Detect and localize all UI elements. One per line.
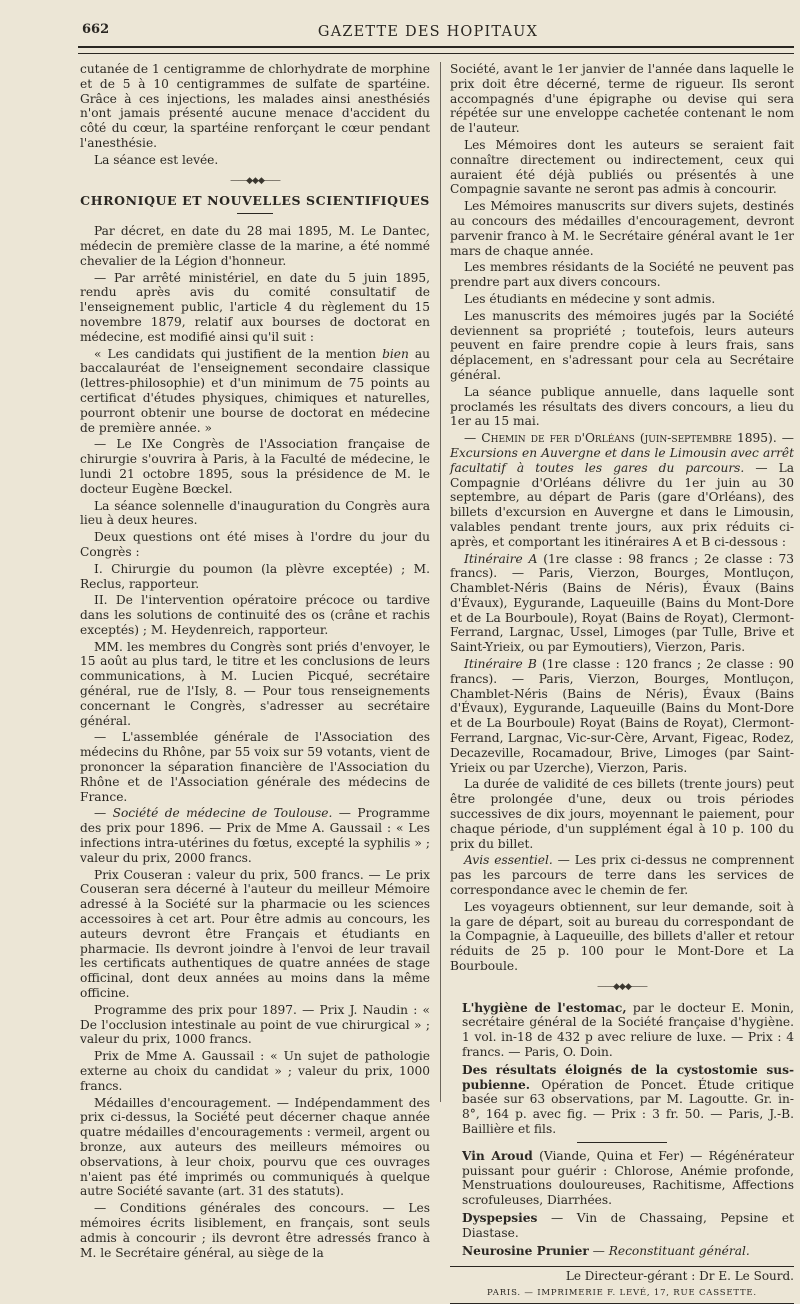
ornament-divider: ——◆◆◆—— (597, 981, 647, 992)
paragraph: Les Mémoires dont les auteurs se seraient fait connaître directement ou indirectement, ceux qui auraient été déjà publiés ou présentés à une Compagnie savante ne seront pas admis à concourir. (450, 137, 794, 197)
header-rule (78, 46, 794, 48)
page-header (78, 22, 778, 46)
text-run: (1re classe : 120 francs ; 2e classe : 90 francs). — Paris, Vierzon, Bourges, Montluçon, Chamblet-Néris (Bains de Néris), Évaux (Bains d'Évaux), Eygurande, Laqueuille (Bains du Mont-Dore et de La Bourboule) Royat (Bains de Royat), Clermont-Ferrand, Largnac, Vic-sur-Cère, Arvant, Figeac, Rodez, Decazeville, Rocamadour, Brive, Limoges (par Saint-Yrieix ou par Uzerche), Vierzon, Paris. (450, 657, 794, 775)
italic-text: Itinéraire A (464, 551, 538, 566)
text-run: — Chemin de fer d'Orléans (juin-septembre 1895). — (464, 431, 794, 446)
page-number: 662 (82, 22, 110, 37)
journal-title: GAZETTE DES HOPITAUX (317, 24, 539, 40)
paragraph: Les manuscrits des mémoires jugés par la Société deviennent sa propriété ; toutefois, leurs auteurs peuvent en faire prendre copie à leurs frais, sans déplacement, en s'adressant pour cela au Secrétaire général. (450, 308, 794, 382)
paragraph: Médailles d'encouragement. — Indépendamment des prix ci-dessus, la Société peut décerner chaque année quatre médailles d'encouragements : vermeil, argent ou bronze, aux auteurs des meilleurs mémoires ou observations, à leur choix, pourvu que ces ouvrages n'aient pas été imprimés ou communiqués à quelque autre Société savante (art. 31 des statuts). (80, 1095, 430, 1199)
text-run: — Les prix ci-dessus ne comprennent pas les parcours de terre dans les services de correspondance avec le chemin de fer. (450, 853, 794, 898)
italic-text: Excursions en Auvergne et dans le Limousin avec arrêt facultatif à toutes les gares du parcours. (450, 445, 794, 475)
ad-title: Dyspepsies (462, 1210, 538, 1225)
paragraph: Les voyageurs obtiennent, sur leur demande, soit à la gare de départ, soit au bureau du correspondant de la Compagnie, à Laqueuille, des billets d'aller et retour réduits de 25 p. 100 pour le Mont-Dore et La Bourboule. (450, 899, 794, 974)
ornament-divider: ——◆◆◆—— (230, 175, 280, 186)
left-column (80, 62, 430, 1260)
advertisement (450, 1063, 794, 1137)
paragraph: Les membres résidants de la Société ne peuvent pas prendre part aux divers concours. (450, 260, 794, 290)
paragraph: — Conditions générales des concours. — Les mémoires écrits lisiblement, en français, sont seuls admis à concourir ; ils devront être adressés franco à M. le Secrétaire général, au siège de la (80, 1201, 430, 1260)
paragraph: Les étudiants en médecine y sont admis. (464, 291, 716, 306)
ad-title: Neurosine Prunier (462, 1243, 589, 1258)
text-run: « Les candidats qui justifient de la mention (94, 346, 383, 361)
ad-title: L'hygiène de l'estomac, (462, 1000, 627, 1015)
paragraph: La durée de validité de ces billets (trente jours) peut être prolongée d'une, deux ou trois périodes successives de dix jours, moyennant le paiement, pour chaque période, d'un supplément égal à 10 p. 100 du prix du billet. (450, 777, 794, 851)
paragraph: Les Mémoires manuscrits sur divers sujets, destinés au concours des médailles d'encouragement, devront parvenir franco à M. le Secrétaire général avant le 1er mars de chaque année. (450, 199, 794, 258)
italic-text: bien (382, 346, 409, 361)
section-title: CHRONIQUE ET NOUVELLES SCIENTIFIQUES (80, 193, 430, 209)
paragraph (450, 431, 794, 549)
paragraph (450, 853, 794, 897)
paragraph: — L'assemblée générale de l'Association des médecins du Rhône, par 55 voix sur 59 votants, vient de prononcer la séparation financière de l'Association du Rhône et de l'Association générale des médecins de France. (80, 730, 430, 804)
ad-text: (Viande, Quina et Fer) — Régénérateur puissant pour guérir : Chlorose, Anémie profonde, Menstruations douloureuses, Rachitisme, Affections scrofuleuses, Diarrhées. (462, 1148, 794, 1208)
title-rule (237, 213, 273, 214)
advertisement (450, 1244, 794, 1259)
paragraph (450, 552, 794, 656)
column-divider (440, 62, 441, 1102)
ad-rule (577, 1142, 667, 1143)
ad-text: par le docteur E. Monin, secrétaire général de la Société française d'hygiène. 1 vol. in-18 de 432 p avec reliure de luxe. — Prix : 4 francs. — Paris, O. Doin. (462, 1000, 795, 1059)
text-run: au baccalauréat de l'enseignement secondaire classique (lettres-philosophie) et d'un minimum de 75 points au certificat d'études physiques, chimiques et naturelles, pourront obtenir une bourse de doctorat en médecine de première année. » (80, 346, 430, 435)
text-run: — La Compagnie d'Orléans délivre du 1er juin au 30 septembre, au départ de Paris (gare d'Orléans), des billets d'excursion en Auvergne et dans le Limousin, valables pendant trente jours, aux prix réduits ci-après, et comportant les itinéraires A et B ci-dessous : (450, 460, 794, 549)
advertisement (450, 1211, 794, 1241)
paragraph: La séance solennelle d'inauguration du Congrès aura lieu à deux heures. (80, 498, 430, 528)
paragraph: Société, avant le 1er janvier de l'année dans laquelle le prix doit être décerné, terme de rigueur. Ils seront accompagnés d'une épigraphe ou devise qui sera répétée sur une enveloppe cachetée contenant le nom de l'auteur. (450, 62, 794, 136)
text-run: — (94, 806, 113, 821)
paragraph: Par décret, en date du 28 mai 1895, M. Le Dantec, médecin de première classe de la marine, a été nommé chevalier de la Légion d'honneur. (80, 224, 430, 268)
text-run: (1re classe : 98 francs ; 2e classe : 73 francs). — Paris, Vierzon, Bourges, Montluçon, Chamblet-Néris (Bains de Néris), Évaux (Bains d'Évaux), Eygurande, Laqueuille (Bains du Mont-Dore et de La Bourboule), Royat (Bains de Royat), Clermont-Ferrand, Largnac, Ussel, Limoges (par Tulle, Brive et Saint-Yrieix, ou par Eymoutiers), Vierzon, Paris. (450, 551, 794, 655)
paragraph: II. De l'intervention opératoire précoce ou tardive dans les solutions de continuité des os (crâne et rachis exceptés) ; M. Heydenreich, rapporteur. (80, 593, 430, 637)
header-rule-thin (78, 53, 794, 54)
italic-text: Itinéraire B (464, 657, 537, 672)
italic-text: Avis essentiel. (464, 853, 553, 868)
paragraph: MM. les membres du Congrès sont priés d'envoyer, le 15 août au plus tard, le titre et les conclusions de leurs communications, à M. Lucien Picqué, secrétaire général, rue de l'Isly, 8. — Pour tous renseignements concernant le Congrès, s'adresser au secrétaire général. (80, 639, 430, 728)
ad-text: — Reconstituant général. (588, 1243, 750, 1258)
right-column (450, 62, 795, 1299)
printer-imprint: PARIS. — IMPRIMERIE F. LEVÉ, 17, RUE CASSETTE. (450, 1286, 794, 1304)
paragraph: Prix Couseran : valeur du prix, 500 francs. — Le prix Couseran sera décerné à l'auteur du meilleur Mémoire adressé à la Société sur la pharmacie ou les sciences accessoires à cet art. Pour être admis au concours, les auteurs devront être Français et étudiants en pharmacie. Ils devront joindre à l'envoi de leur travail les certificats authentiques de quatre années de stage officinal, dont deux années au moins dans la même officine. (80, 867, 430, 1001)
text-run: — Programme des prix pour 1896. — Prix de Mme A. Gaussail : « Les infections intra-utérines du fœtus, excepté la syphilis » ; valeur du prix, 2000 francs. (80, 806, 430, 865)
paragraph: Programme des prix pour 1897. — Prix J. Naudin : « De l'occlusion intestinale au point de vue chirurgical » ; valeur du prix, 1000 francs. (80, 1002, 430, 1047)
ad-title: Vin Aroud (462, 1148, 533, 1163)
ad-text: — Vin de Chassaing, Pepsine et Diastase. (462, 1210, 794, 1240)
ad-title: Des résultats éloignés de la cystostomie sus-pubienne. (462, 1062, 794, 1092)
italic-text: Société de médecine de Toulouse. (112, 806, 333, 821)
paragraph (80, 806, 430, 865)
paragraph: — Par arrêté ministériel, en date du 5 juin 1895, rendu après avis du comité consultatif de l'enseignement public, l'article 4 du règlement du 15 novembre 1879, relatif aux bourses de doctorat en médecine, est modifié ainsi qu'il suit : (80, 270, 430, 344)
paragraph: cutanée de 1 centigramme de chlorhydrate de morphine et de 5 à 10 centigrammes de sulfate de spartéine. Grâce à ces injections, les malades ainsi anesthésiés n'ont jamais présenté aucune menace d'accident du côté du cœur, la spartéine renforçant le cœur pendant l'anesthésie. (80, 62, 430, 150)
paragraph: — Le IXe Congrès de l'Association française de chirurgie s'ouvrira à Paris, à la Faculté de médecine, le lundi 21 octobre 1895, sous la présidence de M. le docteur Eugène Bœckel. (80, 437, 430, 496)
paragraph (80, 347, 430, 436)
paragraph: Prix de Mme A. Gaussail : « Un sujet de pathologie externe au choix du candidat » ; valeur du prix, 1000 francs. (80, 1049, 430, 1093)
paragraph: I. Chirurgie du poumon (la plèvre exceptée) ; M. Reclus, rapporteur. (80, 561, 430, 591)
advertisement (450, 1149, 794, 1208)
paragraph: Deux questions ont été mises à l'ordre du jour du Congrès : (80, 530, 430, 559)
advertisement (450, 1001, 794, 1060)
ad-text: Opération de Poncet. Étude critique basée sur 63 observations, par M. Lagoutte. Gr. in-8°, 164 p. avec fig. — Prix : 3 fr. 50. — Paris, J.-B. Baillière et fils. (462, 1077, 794, 1136)
director-signature: Le Directeur-gérant : Dr E. Le Sourd. (450, 1266, 794, 1284)
paragraph: La séance publique annuelle, dans laquelle sont proclamés les résultats des divers concours, a lieu du 1er au 15 mai. (450, 384, 794, 429)
paragraph: La séance est levée. (94, 152, 219, 167)
paragraph (450, 657, 794, 775)
